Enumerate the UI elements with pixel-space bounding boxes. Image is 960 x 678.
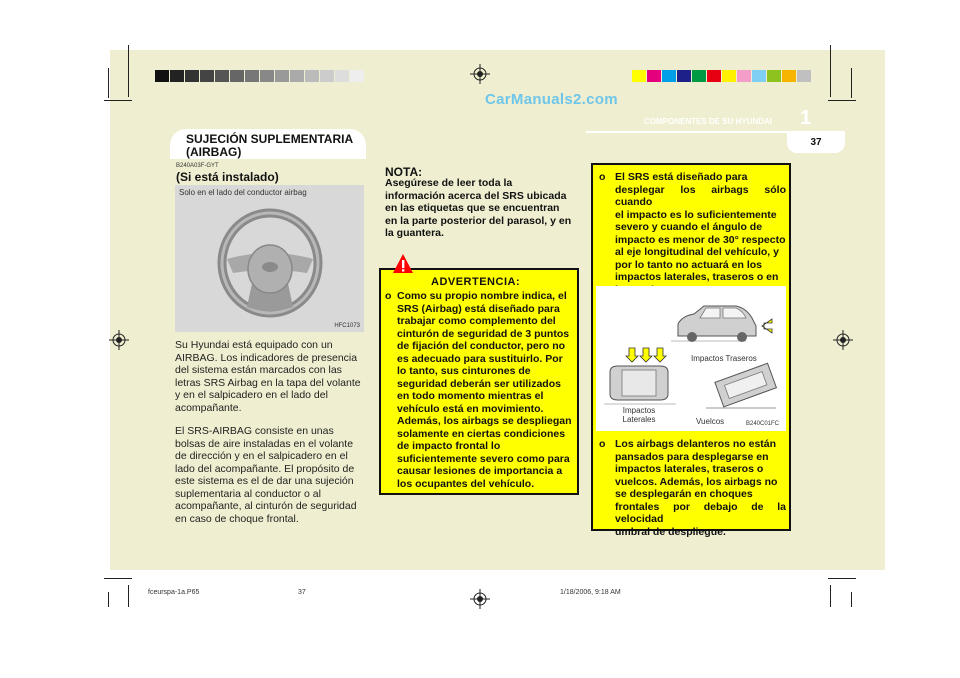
text-line: umbral de despliegue. bbox=[615, 525, 726, 538]
text-line: en todo momento mientras el bbox=[397, 390, 544, 402]
steering-wheel-icon bbox=[217, 207, 323, 319]
text-line: frontales por debajo de la velocidad bbox=[615, 500, 786, 525]
text-line: suficientemente severo como para bbox=[397, 452, 570, 465]
registration-mark-icon bbox=[470, 589, 490, 609]
page-number: 37 bbox=[810, 137, 822, 148]
warning-title: ADVERTENCIA: bbox=[431, 276, 521, 288]
crop-mark bbox=[128, 585, 129, 607]
section-number: 1 bbox=[800, 107, 812, 129]
registration-mark-icon bbox=[833, 330, 853, 350]
text-line: al eje longitudinal del vehículo, y bbox=[615, 246, 779, 258]
text-line: por lo tanto no actuará en los bbox=[615, 258, 763, 271]
warning-box bbox=[379, 268, 579, 495]
text-line: vuelcos. Además, los airbags no bbox=[615, 475, 778, 488]
text-line: letras SRS Airbag en la tapa del volante bbox=[175, 376, 361, 389]
text-line: El SRS-AIRBAG consiste en unas bbox=[175, 425, 334, 437]
paragraph-system bbox=[175, 425, 364, 525]
illustration-code: B240C01FC bbox=[746, 421, 780, 427]
item-code: B240A03F-GYT bbox=[176, 163, 219, 169]
registration-mark-icon bbox=[470, 64, 490, 84]
text-line: severo y cuando el ángulo de bbox=[615, 221, 763, 233]
text-line: este sistema es el de dar una sujeción bbox=[175, 475, 354, 487]
page-title-line: SUJECIÓN SUPLEMENTARIA bbox=[186, 132, 354, 146]
text-line: SRS (Airbag) está diseñado para bbox=[397, 302, 560, 315]
grayscale-bar bbox=[155, 70, 365, 82]
text-line: desplegar los airbags sólo cuando bbox=[615, 183, 786, 208]
bullet-item bbox=[601, 171, 786, 296]
text-line: Los airbags delanteros no están bbox=[615, 438, 777, 450]
bullet-item bbox=[601, 438, 786, 538]
text-line: de dirección y en el salpicadero en el bbox=[175, 450, 348, 462]
text-line: de fijación del conductor, pero no bbox=[397, 340, 566, 352]
text-line: información acerca del SRS ubicada bbox=[385, 189, 567, 202]
text-line: AIRBAG. Los indicadores de presencia bbox=[175, 351, 358, 364]
subtitle: (Si está instalado) bbox=[176, 170, 279, 184]
text-line: Su Hyundai está equipado con un bbox=[175, 339, 333, 351]
crop-mark bbox=[830, 45, 831, 97]
text-line: el impacto es lo suficientemente bbox=[615, 208, 777, 221]
page-title-line: (AIRBAG) bbox=[186, 145, 242, 159]
text-line: lado del acompañante. El propósito de bbox=[175, 462, 355, 475]
paragraph-equipment bbox=[175, 339, 364, 414]
crop-mark bbox=[108, 68, 109, 98]
crop-mark bbox=[830, 585, 831, 607]
text-line: trabajar como complemento del bbox=[397, 315, 556, 327]
bullet-marker: o bbox=[385, 290, 392, 302]
impact-illustration bbox=[596, 286, 786, 431]
text-line: acompañante, al cinturón de seguridad bbox=[175, 500, 357, 512]
label-line: Impactos bbox=[622, 406, 656, 415]
text-line: vehículo está en movimiento. bbox=[397, 402, 544, 415]
photo-caption: Solo en el lado del conductor airbag bbox=[179, 188, 307, 197]
crop-mark bbox=[828, 100, 856, 101]
text-line: en la parte posterior del parasol, y en bbox=[385, 214, 572, 227]
text-line: del sistema están marcados con las bbox=[175, 364, 342, 376]
crop-mark bbox=[851, 592, 852, 607]
label-side-impact bbox=[614, 406, 664, 424]
text-line: impactos laterales, traseros o en bbox=[615, 271, 779, 283]
footer-page: 37 bbox=[298, 589, 306, 596]
text-line: lo tanto, sus cinturones de bbox=[397, 365, 531, 377]
crop-mark bbox=[851, 68, 852, 98]
text-line: causar lesiones de importancia a bbox=[397, 465, 563, 477]
label-rear-impact: Impactos Traseros bbox=[691, 354, 757, 363]
crop-mark bbox=[108, 592, 109, 607]
text-line: los ocupantes del vehículo. bbox=[397, 477, 535, 490]
text-line: seguridad deberán ser utilizados bbox=[397, 377, 561, 390]
footer-filename: fceurspa-1a.P65 bbox=[148, 589, 200, 596]
text-line: suplementaria al conductor o al bbox=[175, 487, 321, 500]
steering-wheel-photo bbox=[175, 185, 364, 332]
text-line: bolsas de aire instaladas en el volante bbox=[175, 437, 354, 450]
crop-mark bbox=[104, 100, 132, 101]
text-line: cinturón de seguridad de 3 puntos bbox=[397, 327, 570, 340]
text-line: es adecuado para sustituirlo. Por bbox=[397, 352, 563, 365]
text-line: Como su propio nombre indica, el bbox=[397, 290, 567, 302]
text-line: Además, los airbags se despliegan bbox=[397, 415, 572, 427]
text-line: acompañante. bbox=[175, 401, 242, 414]
text-line: se desplegarán en choques bbox=[615, 488, 753, 500]
footer-date: 1/18/2006, 9:18 AM bbox=[560, 589, 621, 596]
registration-mark-icon bbox=[109, 330, 129, 350]
text-line: la guantera. bbox=[385, 227, 444, 239]
section-title: COMPONENTES DE SU HYUNDAI bbox=[644, 117, 773, 126]
label-line: Laterales bbox=[622, 415, 656, 424]
text-line: impactos laterales, traseros o bbox=[615, 463, 764, 475]
color-bar bbox=[632, 70, 812, 82]
text-line: El SRS está diseñado para bbox=[615, 171, 748, 183]
site-watermark[interactable]: CarManuals2.com bbox=[485, 91, 618, 108]
note-text bbox=[385, 177, 575, 240]
text-line: impacto es menor de 30° respecto bbox=[615, 233, 786, 246]
text-line: pansados para desplegarse en bbox=[615, 450, 769, 463]
label-rollover: Vuelcos bbox=[696, 417, 725, 426]
text-line: y en el salpicadero en el lado del bbox=[175, 389, 328, 401]
text-line: solamente en ciertas condiciones bbox=[397, 427, 566, 440]
text-line: Asegúrese de leer toda la bbox=[385, 177, 513, 189]
note-heading: NOTA: bbox=[385, 165, 423, 179]
text-line: en caso de choque frontal. bbox=[175, 512, 299, 525]
text-line: en las etiquetas que se encuentran bbox=[385, 202, 560, 214]
warning-text bbox=[385, 290, 576, 490]
photo-code: HFC1073 bbox=[334, 323, 360, 329]
crop-mark bbox=[828, 578, 856, 579]
page-title bbox=[186, 133, 353, 159]
crop-mark bbox=[104, 578, 132, 579]
text-line: de impacto frontal lo bbox=[397, 440, 501, 452]
warning-triangle-icon bbox=[392, 253, 414, 275]
bullet-marker: o bbox=[599, 171, 606, 183]
crop-mark bbox=[128, 45, 129, 97]
bullet-marker: o bbox=[599, 438, 606, 450]
